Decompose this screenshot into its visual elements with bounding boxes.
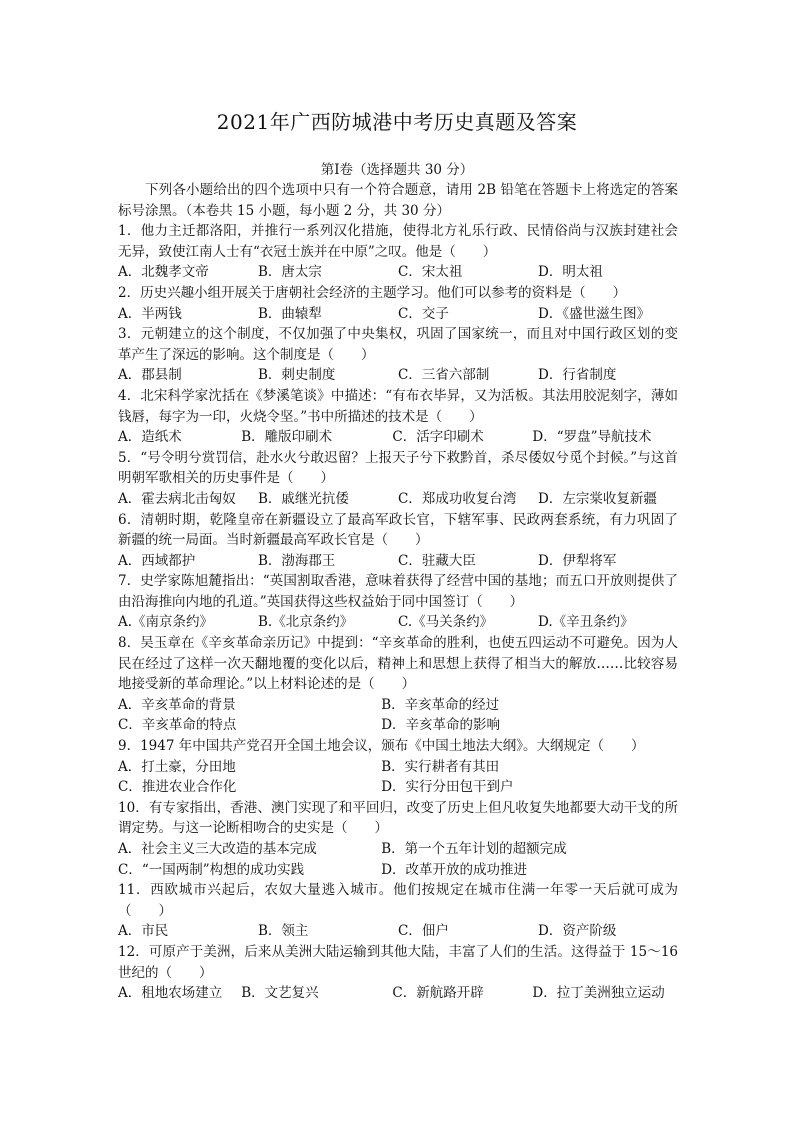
option-c: C．新航路开辟 [392,985,484,1002]
option-a: A．西域都护 [118,552,196,569]
option-c: C.《马关条约》 [398,614,494,631]
question-stem: 4．北宋科学家沈括在《梦溪笔谈》中描述：“有布衣毕昇，又为活板。其法用胶泥刻字，薄如钱唇，每字为一印，火烧令坚。”书中所描述的技术是（ ） [118,387,678,425]
option-d: D．伊犁将军 [538,552,617,569]
option-d: D．行省制度 [538,367,617,384]
option-d: D．明太祖 [538,264,603,281]
option-c: C．郑成功收复台湾 [398,490,517,507]
question-stem: 11．西欧城市兴起后，农奴大量逃入城市。他们按规定在城市住满一年零一天后就可成为（ ） [118,882,678,919]
instructions: 下列各小题给出的四个选项中只有一个符合题意，请用 2B 铅笔在答题卡上将选定的答案标号涂黑。（本卷共 15 小题，每小题 2 分，共 30 分） [118,182,678,219]
option-row [118,262,678,283]
option-d: D.《辛丑条约》 [538,614,634,631]
option-a: A.《南京条约》 [118,614,214,631]
question-stem: 2．历史兴趣小组开展关于唐朝社会经济的主题学习。他们可以参考的资料是（ ） [118,284,627,301]
option-row [118,860,678,881]
option-b: B．唐太宗 [258,264,322,281]
option-b: B．渤海郡王 [258,552,336,569]
option-a: A．半两钱 [118,305,182,322]
page-title: 2021年广西防城港中考历史真题及答案 [216,110,578,134]
option-b: B．雕版印刷术 [241,429,333,446]
option-row [118,695,678,716]
option-c: C．驻藏大臣 [398,552,476,569]
option-row [118,612,678,633]
option-d: D．辛亥革命的影响 [381,717,501,734]
option-c: C．“一国两制”构想的成功实践 [118,861,305,878]
option-c: C．交子 [398,305,449,322]
option-a: A．造纸术 [118,429,182,446]
option-row [118,839,678,860]
question-stem: 6．清朝时期，乾隆皇帝在新疆设立了最高军政长官，下辖军事、民政两套系统，有力巩固了新疆的统一局面。当时新疆最高军政长官是（ ） [118,511,678,549]
question-stem: 1．他力主迁都洛阳，并推行一系列汉化措施，使得北方礼乐行政、民情俗尚与汉族封建社会无异，致使江南人士有“衣冠士族并在中原”之叹。他是（ ） [118,223,678,260]
option-d: D．改革开放的成功推进 [381,861,528,878]
option-row [118,551,678,572]
option-b: B．辛亥革命的经过 [381,696,500,713]
option-d: D．左宗棠收复新疆 [538,490,657,507]
option-row [118,489,678,510]
option-b: B．刺史制度 [258,367,336,384]
option-c: C．三省六部制 [398,367,490,384]
option-a: A．租地农场建立 [118,985,223,1002]
option-c: C．宋太祖 [398,264,463,281]
option-d: D．拉丁美洲独立运动 [532,985,665,1002]
option-row [118,427,678,448]
option-b: B．戚继光抗倭 [258,490,349,507]
question-list [118,180,678,1004]
option-a: A．北魏孝文帝 [118,264,209,281]
option-d: D．“罗盘”导航技术 [532,429,652,446]
option-a: A．社会主义三大改造的基本完成 [118,841,317,857]
question-stem: 3．元朝建立的这个制度，不仅加强了中央集权，巩固了国家统一，而且对中国行政区划的变革产生了深远的影响。这个制度是（ ） [118,326,678,363]
question-stem: 7．史学家陈旭麓指出：“英国割取香港，意味着获得了经营中国的基地；而五口开放则提供了由沿海推向内地的孔道。”英国获得这些权益始于同中国签订（ ） [118,573,678,610]
option-c: C．佃户 [398,923,449,940]
question-stem: 10．有专家指出，香港、澳门实现了和平回归，改变了历史上但凡收复失地都要大动干戈的所谓定势。与这一论断相吻合的史实是（ ） [118,799,678,837]
option-c: C．辛亥革命的特点 [118,717,237,734]
question-stem: 12．可原产于美洲，后来从美洲大陆运输到其他大陆，丰富了人们的生活。这得益于 15～16 世纪的（ ） [118,943,678,981]
option-row [118,983,678,1004]
option-b: B．第一个五年计划的超额完成 [381,841,567,857]
option-row [118,715,678,736]
option-d: D．资产阶级 [538,923,617,940]
option-d: D．实行分田包干到户 [381,779,514,796]
option-c: C．推进农业合作化 [118,779,237,796]
option-row [118,304,678,325]
option-b: B．领主 [258,923,309,940]
question-stem: 9．1947 年中国共产党召开全国土地会议，颁布《中国土地法大纲》。大纲规定（ ） [118,738,645,755]
option-row [118,757,678,778]
option-b: B．文艺复兴 [241,985,319,1002]
option-row [118,777,678,798]
option-b: B.《北京条约》 [258,614,354,631]
option-a: A．霍去病北击匈奴 [118,490,236,507]
option-a: A．打土豪，分田地 [118,758,236,775]
option-a: A．郡县制 [118,367,182,384]
question-stem: 8．吴玉章在《辛亥革命亲历记》中提到：“辛亥革命的胜利，也使五四运动不可避免。因为人民在经过了这样一次天翻地覆的变化以后，精神上和思想上获得了相当大的解放……比较容易地接受新的革命理论。”以上材料论述的是（ ） [118,635,678,693]
option-row [118,365,678,386]
option-b: B．实行耕者有其田 [381,758,500,775]
section-heading: 第Ⅰ卷（选择题共 30 分） [320,162,474,178]
option-c: C．活字印刷术 [392,429,484,446]
option-a: A．市民 [118,923,169,940]
question-stem: 5．“号令明兮赏罚信，赴水火兮敢迟留？上报天子兮下救黔首，杀尽倭奴兮觅个封候。”与这首明朝军歌相关的历史事件是（ ） [118,449,678,487]
option-row [118,921,678,942]
option-b: B．曲辕犁 [258,305,322,322]
option-a: A．辛亥革命的背景 [118,696,236,713]
option-d: D．《盛世滋生图》 [538,305,651,322]
